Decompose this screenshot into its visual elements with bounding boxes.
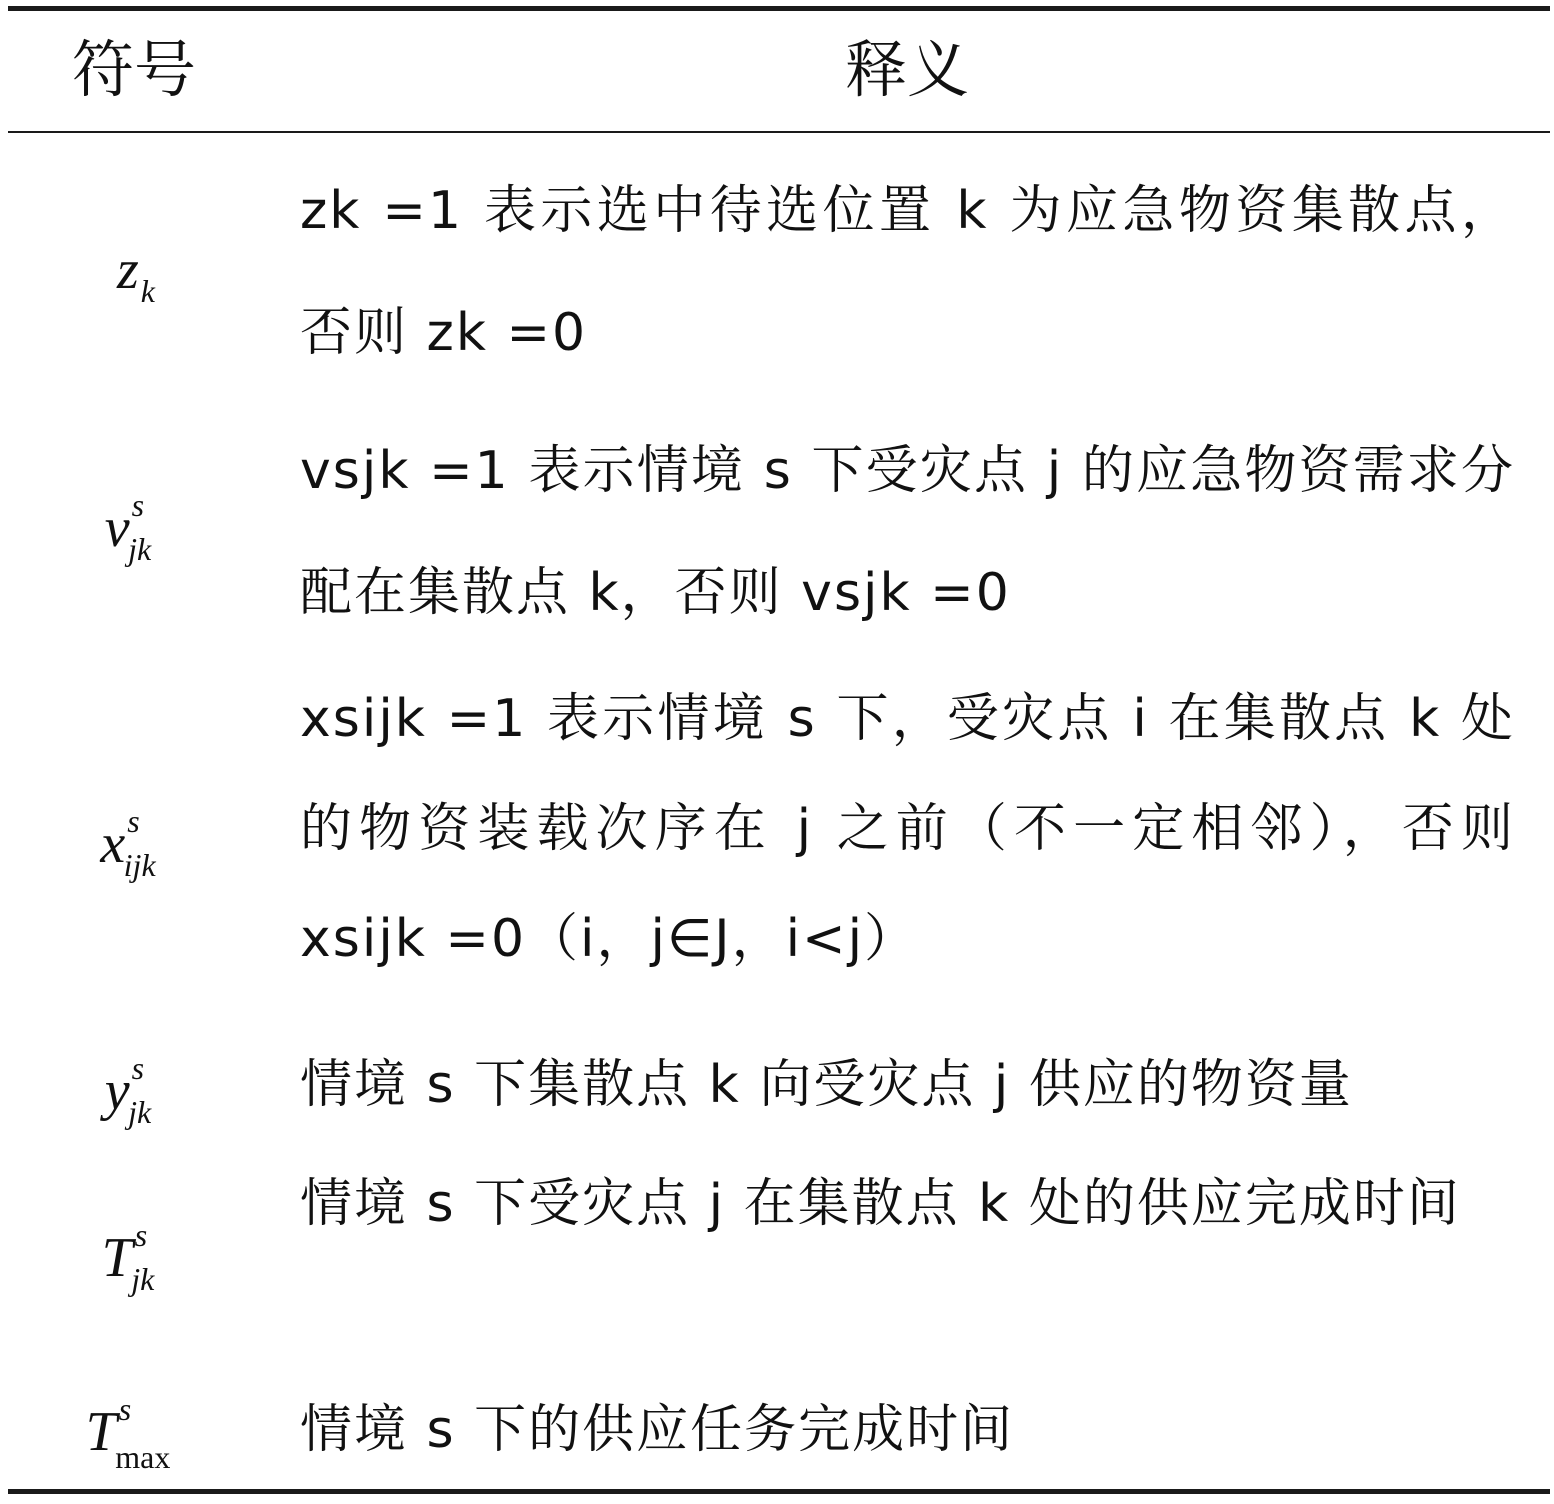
table-row bbox=[0, 1045, 1554, 1135]
table-row bbox=[0, 418, 1554, 648]
table-row bbox=[0, 160, 1554, 380]
symbol-subscript: jk bbox=[128, 1094, 152, 1130]
table-row bbox=[0, 1390, 1554, 1480]
table-bottom-rule bbox=[8, 1489, 1550, 1494]
row-meaning: xsijk =1 表示情境 s 下，受灾点 i 在集散点 k 处的物资装载次序在 j 之前（不一定相邻），否则xsijk =0（i，j∈J，i<j） bbox=[300, 689, 1515, 969]
symbol-superscript: s bbox=[127, 803, 140, 839]
row-symbol bbox=[0, 487, 270, 567]
symbol-base: y bbox=[104, 1060, 130, 1122]
symbol-superscript: s bbox=[131, 1050, 145, 1086]
row-symbol bbox=[0, 1217, 270, 1297]
row-meaning: 情境 s 下受灾点 j 在集散点 k 处的供应完成时间 bbox=[300, 1174, 1461, 1234]
symbol-subscript: k bbox=[140, 273, 155, 309]
symbol-subscript: ijk bbox=[123, 847, 156, 883]
row-meaning: 情境 s 下的供应任务完成时间 bbox=[300, 1400, 1015, 1460]
row-meaning: zk =1 表示选中待选位置 k 为应急物资集散点，否则 zk =0 bbox=[300, 181, 1515, 363]
symbol-superscript: s bbox=[118, 1391, 132, 1427]
symbol-subscript: jk bbox=[131, 1261, 155, 1297]
symbol-base: z bbox=[117, 239, 139, 301]
symbol-superscript: s bbox=[134, 1217, 148, 1253]
symbol-subscript: jk bbox=[128, 531, 152, 567]
table-top-rule bbox=[8, 6, 1550, 11]
row-symbol bbox=[0, 803, 270, 883]
row-symbol bbox=[0, 1050, 270, 1130]
symbol-base: x bbox=[100, 813, 126, 875]
table-row bbox=[0, 1160, 1554, 1360]
row-symbol bbox=[0, 238, 270, 309]
symbol-subscript: max bbox=[115, 1439, 171, 1475]
row-meaning: 情境 s 下集散点 k 向受灾点 j 供应的物资量 bbox=[300, 1055, 1353, 1115]
symbol-base: T bbox=[101, 1227, 133, 1289]
table-row bbox=[0, 680, 1554, 1010]
symbol-base: T bbox=[85, 1401, 117, 1463]
column-header-meaning: 释义 bbox=[845, 33, 970, 106]
column-header-symbol: 符号 bbox=[72, 33, 197, 106]
row-meaning: vsjk =1 表示情境 s 下受灾点 j 的应急物资需求分配在集散点 k，否则 vsjk =0 bbox=[300, 441, 1515, 623]
symbol-superscript: s bbox=[131, 487, 145, 523]
table-header-rule bbox=[8, 131, 1550, 133]
symbol-base: v bbox=[104, 497, 130, 559]
row-symbol bbox=[0, 1391, 270, 1475]
